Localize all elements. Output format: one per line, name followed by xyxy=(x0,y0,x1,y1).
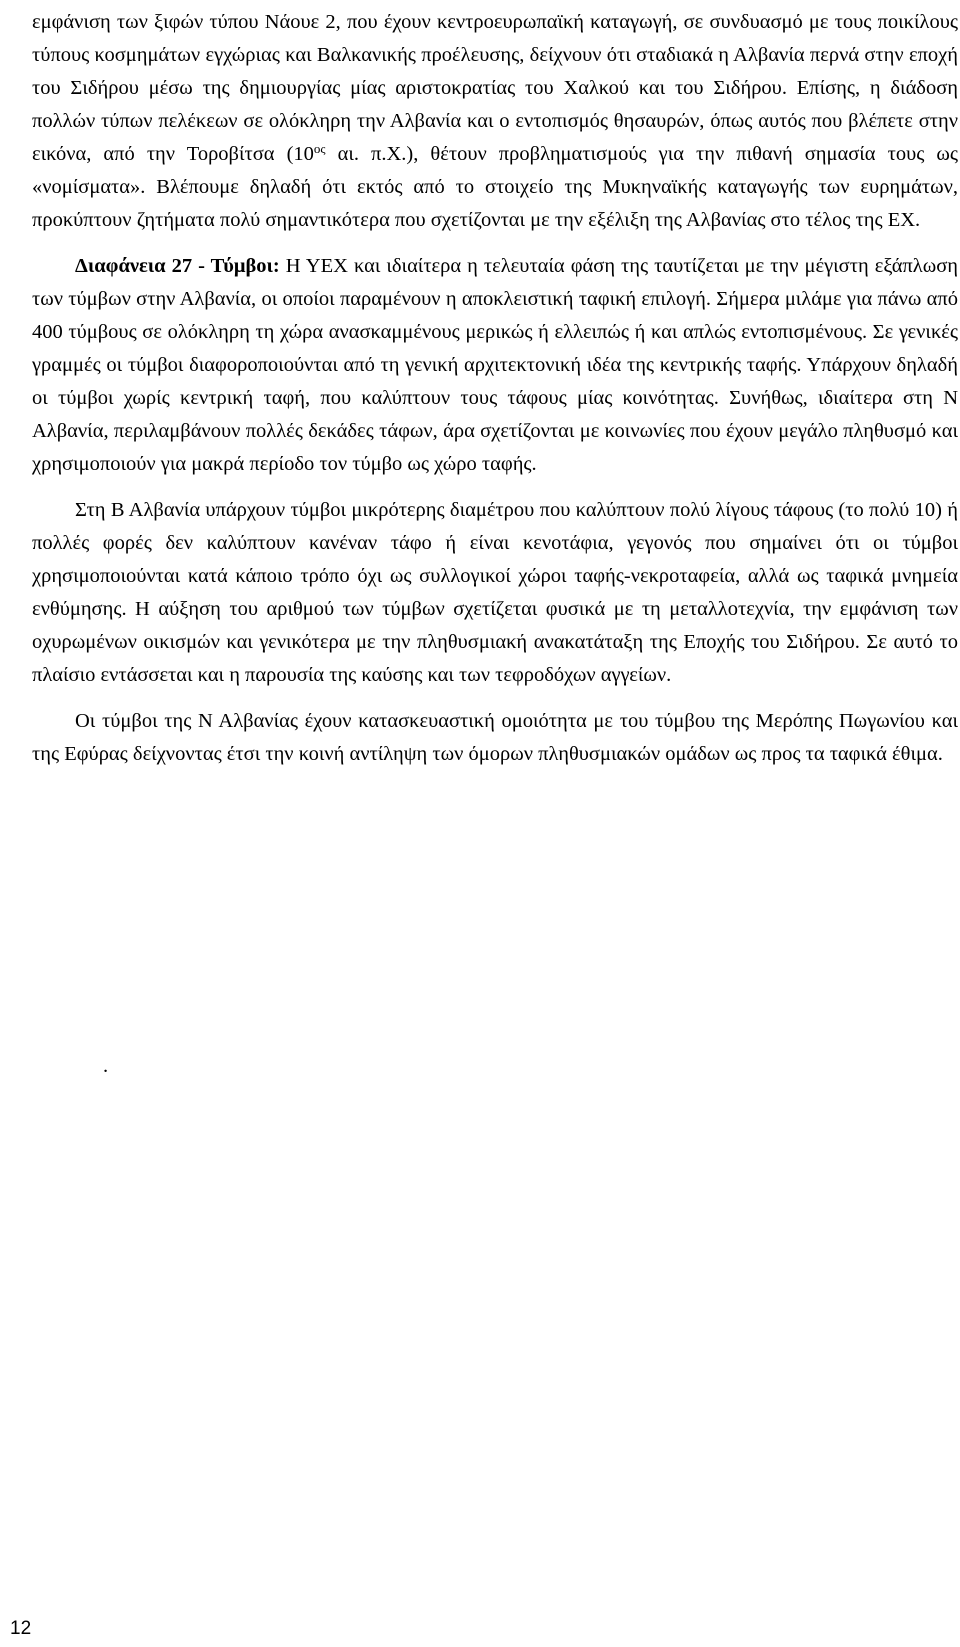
paragraph-south-albania xyxy=(32,705,958,771)
trailing-dot: . xyxy=(103,1055,109,1077)
slide-heading: Διαφάνεια 27 - Τύμβοι: xyxy=(75,255,280,277)
paragraph-text: Οι τύμβοι της Ν Αλβανίας έχουν κατασκευαστική ομοιότητα με του τύμβου της Μερόπης Πωγωνίου και της Εφύρας δείχνοντας έτσι την κοινή αντίληψη των όμορων πληθυσμιακών ομάδων ως προς τα ταφικά έθιμα. xyxy=(32,710,958,765)
paragraph-text: Η ΥΕΧ και ιδιαίτερα η τελευταία φάση της ταυτίζεται με την μέγιστη εξάπλωση των τύμβων στην Αλβανία, οι οποίοι παραμένουν η αποκλειστική ταφική επιλογή. Σήμερα μιλάμε για πάνω από 400 τύμβους σε ολόκληρη τη χώρα ανασκαμμένους μερικώς ή ελλειπώς ή και απλώς εντοπισμένους. Σε γενικές γραμμές οι τύμβοι διαφοροποιούνται από τη γενική αρχιτεκτονική ιδέα της κεντρικής ταφής. Υπάρχουν δηλαδή οι τύμβοι χωρίς κεντρική ταφή, που καλύπτουν τους τάφους μίας κοινότητας. Συνήθως, ιδιαίτερα στη Ν Αλβανία, περιλαμβάνουν πολλές δεκάδες τάφων, άρα σχετίζονται με κοινωνίες που έχουν μεγάλο πληθυσμό και χρησιμοποιούν για μακρά περίοδο τον τύμβο ως χώρο ταφής. xyxy=(32,255,958,475)
paragraph-text: Στη Β Αλβανία υπάρχουν τύμβοι μικρότερης διαμέτρου που καλύπτουν πολύ λίγους τάφους (το πολύ 10) ή πολλές φορές δεν καλύπτουν κανέναν τάφο ή είναι κενοτάφια, γεγονός που σημαίνει ότι οι τύμβοι χρησιμοποιούνται κατά κάποιο τρόπο όχι ως συλλογικοί χώροι ταφής-νεκροταφεία, αλλά ως ταφικά μνημεία ενθύμησης. Η αύξηση του αριθμού των τύμβων σχετίζεται φυσικά με τη μεταλλοτεχνία, την εμφάνιση των οχυρωμένων οικισμών και γενικότερα με την πληθυσμιακή ανακατάταξη της Εποχής του Σιδήρου. Σε αυτό το πλαίσιο εντάσσεται και η παρουσία της καύσης και των τεφροδόχων αγγείων. xyxy=(32,499,958,686)
page-number: 12 xyxy=(10,1618,32,1639)
paragraph-text: εμφάνιση των ξιφών τύπου Νάουε 2, που έχουν κεντροευρωπαϊκή καταγωγή, σε συνδυασμό με τους ποικίλους τύπους κοσμημάτων εγχώριας και Βαλκανικής προέλευσης, δείχνουν ότι σταδιακά η Αλβανία περνά στην εποχή του Σιδήρου μέσω της δημιουργίας μίας αριστοκρατίας του Χαλκού και του Σιδήρου. Επίσης, η διάδοση πολλών τύπων πελέκεων σε ολόκληρη την Αλβανία και ο εντοπισμός θησαυρών, όπως αυτός που βλέπετε στην εικόνα, από την Τοροβίτσα (10 xyxy=(32,11,958,165)
paragraph-intro xyxy=(32,6,958,237)
superscript-ordinal: ος xyxy=(313,141,326,156)
paragraph-slide-27 xyxy=(32,250,958,481)
page-body xyxy=(32,6,958,771)
paragraph-north-albania xyxy=(32,494,958,692)
paragraph-text: αι. π.Χ.), θέτουν προβληματισμούς για την πιθανή σημασία τους ως «νομίσματα». Βλέπουμε δηλαδή ότι εκτός από το στοιχείο της Μυκηναϊκής καταγωγής των ευρημάτων, προκύπτουν ζητήματα πολύ σημαντικότερα που σχετίζονται με την εξέλιξη της Αλβανίας στο τέλος της ΕΧ. xyxy=(32,143,958,231)
